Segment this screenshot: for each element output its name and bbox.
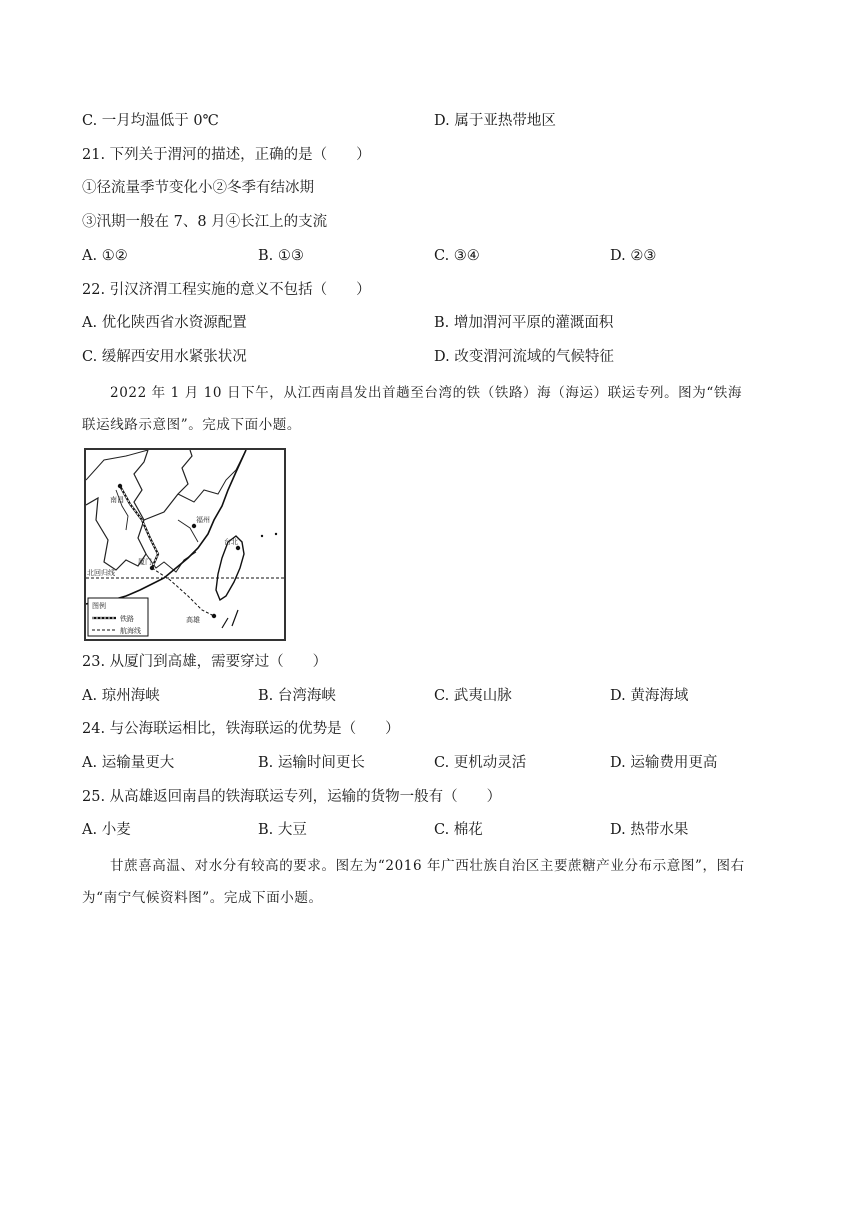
map-drawing (86, 450, 284, 639)
map-boundary (86, 450, 148, 480)
rail-sea-route-map (84, 448, 286, 641)
q24-option-d: D. 运输费用更高 (610, 755, 718, 771)
q23-stem: 23. 从厦门到高雄，需要穿过（ ） (82, 654, 328, 670)
q22-option-d: D. 改变渭河流域的气候特征 (434, 349, 614, 365)
label-fuzhou: 福州 (196, 516, 210, 524)
q24-option-c: C. 更机动灵活 (434, 755, 527, 771)
q24-option-b: B. 运输时间更长 (258, 755, 365, 771)
q23-option-c: C. 武夷山脉 (434, 688, 512, 704)
q22-option-c: C. 缓解西安用水紧张状况 (82, 349, 247, 365)
q23-option-a: A. 琼州海峡 (82, 688, 160, 704)
map-province-border (86, 450, 148, 570)
map-province-border (144, 450, 192, 520)
map-island (261, 535, 263, 537)
legend-sea-label: 航海线 (120, 627, 141, 635)
map-river (178, 520, 198, 542)
q22-stem: 22. 引汉济渭工程实施的意义不包括（ ） (82, 282, 371, 298)
q21-option-b: B. ①③ (258, 248, 304, 264)
q20-option-c: C. 一月均温低于 0℃ (82, 113, 219, 129)
city-marker-taibei (236, 546, 240, 550)
label-taibei: 台北 (224, 538, 238, 546)
passage-sugarcane (82, 850, 782, 914)
q21-stem: 21. 下列关于渭河的描述，正确的是（ ） (82, 147, 371, 163)
legend-title: 图例 (92, 602, 106, 610)
city-marker-fuzhou (192, 524, 196, 528)
q21-statement-2: ③汛期一般在 7、8 月④长江上的支流 (82, 214, 328, 230)
q21-option-c: C. ③④ (434, 248, 480, 264)
city-marker-xiamen (150, 566, 154, 570)
sea-route-line (152, 568, 214, 616)
passage-rail-sea-line-2: 联运线路示意图”。完成下面小题。 (82, 417, 302, 433)
q25-option-a: A. 小麦 (82, 822, 131, 838)
passage-sugarcane-line-2: 为“南宁气候资料图”。完成下面小题。 (82, 890, 323, 906)
q21-option-a: A. ①② (82, 248, 128, 264)
q21-statement-1: ①径流量季节变化小②冬季有结冰期 (82, 180, 314, 196)
passage-sugarcane-line-1: 甘蔗喜高温、对水分有较高的要求。图左为“2016 年广西壮族自治区主要蔗糖产业分布示意图”，图右 (110, 858, 745, 874)
q25-option-c: C. 棉花 (434, 822, 483, 838)
map-coastline (86, 450, 246, 604)
q25-stem: 25. 从高雄返回南昌的铁海联运专列，运输的货物一般有（ ） (82, 789, 502, 805)
q25-option-b: B. 大豆 (258, 822, 307, 838)
city-marker-nanchang (118, 484, 122, 488)
label-nanchang: 南昌 (110, 496, 124, 504)
city-marker-gaoxiong (212, 614, 216, 618)
q22-option-b: B. 增加渭河平原的灌溉面积 (434, 315, 614, 331)
q22-option-a: A. 优化陕西省水资源配置 (82, 315, 247, 331)
q21-option-d: D. ②③ (610, 248, 657, 264)
legend-rail-label: 铁路 (120, 615, 134, 623)
map-boundary (178, 450, 246, 502)
label-gaoxiong: 高雄 (186, 616, 200, 624)
label-tropic-of-cancer: 北回归线 (87, 569, 115, 577)
q23-option-d: D. 黄海海域 (610, 688, 689, 704)
q25-option-d: D. 热带水果 (610, 822, 689, 838)
passage-rail-sea (82, 377, 782, 441)
map-island (232, 610, 238, 626)
label-xiamen: 厦门 (138, 558, 152, 566)
q23-option-b: B. 台湾海峡 (258, 688, 336, 704)
map-island (275, 533, 277, 535)
passage-rail-sea-line-1: 2022 年 1 月 10 日下午，从江西南昌发出首趟至台湾的铁（铁路）海（海运）联运专列。图为“铁海 (110, 385, 743, 401)
q20-option-d: D. 属于亚热带地区 (434, 113, 556, 129)
railway-line (120, 486, 158, 568)
q24-stem: 24. 与公海联运相比，铁海联运的优势是（ ） (82, 721, 400, 737)
map-island (222, 618, 228, 628)
q24-option-a: A. 运输量更大 (82, 755, 175, 771)
